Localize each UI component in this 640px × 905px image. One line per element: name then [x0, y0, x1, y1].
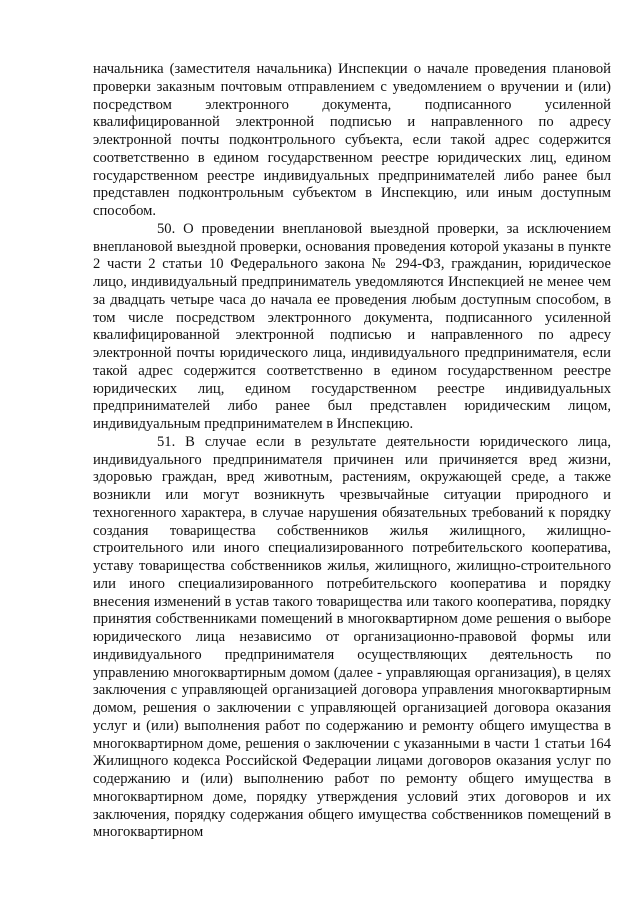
- document-body: [93, 61, 611, 842]
- paragraph-50: 50. О проведении внеплановой выездной проверки, за исключением внеплановой выездной проверки, основания проведения которой указаны в пункте 2 части 2 статьи 10 Федерального закона № 294-ФЗ, гражданин, юридическое лицо, индивидуальный предприниматель уведомляются Инспекцией не менее чем за двадцать четыре часа до начала ее проведения любым доступным способом, в том числе посредством электронного документа, подписанного усиленной квалифицированной электронной подписью и направленного по адресу электронной почты юридического лица, индивидуального предпринимателя, если такой адрес содержится соответственно в едином государственном реестре юридических лиц, едином государственном реестре индивидуальных предпринимателей либо ранее был представлен юридическим лицом, индивидуальным предпринимателем в Инспекцию.: [93, 220, 611, 432]
- paragraph-continuation: начальника (заместителя начальника) Инспекции о начале проведения плановой проверки заказным почтовым отправлением с уведомлением о вручении и (или) посредством электронного документа, подписанного усиленной квалифицированной электронной подписью и направленного по адресу электронной почты подконтрольного субъекта, если такой адрес содержится соответственно в едином государственном реестре юридических лиц, едином государственном реестре индивидуальных предпринимателей либо ранее был представлен подконтрольным субъектом в Инспекцию, или иным доступным способом.: [93, 61, 611, 219]
- paragraph-51: 51. В случае если в результате деятельности юридического лица, индивидуального предпринимателя причинен или причиняется вред жизни, здоровью граждан, вред животным, растениям, окружающей среде, а также возникли или могут возникнуть чрезвычайные ситуации природного и техногенного характера, в случае нарушения обязательных требований к порядку создания товарищества собственников жилья жилищного, жилищно-строительного или иного специализированного потребительского кооператива, уставу товарищества собственников жилья, жилищного, жилищно-строительного или иного специализированного потребительского кооператива и порядку внесения изменений в устав такого товарищества или такого кооператива, порядку принятия собственниками помещений в многоквартирном доме решения о выборе юридического лица независимо от организационно-правовой формы или индивидуального предпринимателя осуществляющих деятельность по управлению многоквартирным домом (далее - управляющая организация), в целях заключения с управляющей организацией договора управления многоквартирным домом, решения о заключении с управляющей организацией договора оказания услуг и (или) выполнения работ по содержанию и ремонту общего имущества в многоквартирном доме, решения о заключении с указанными в части 1 статьи 164 Жилищного кодекса Российской Федерации лицами договоров оказания услуг по содержанию и (или) выполнению работ по ремонту общего имущества в многоквартирном доме, порядку утверждения условий этих договоров и их заключения, порядку содержания общего имущества собственников помещений в многоквартирном: [93, 433, 611, 841]
